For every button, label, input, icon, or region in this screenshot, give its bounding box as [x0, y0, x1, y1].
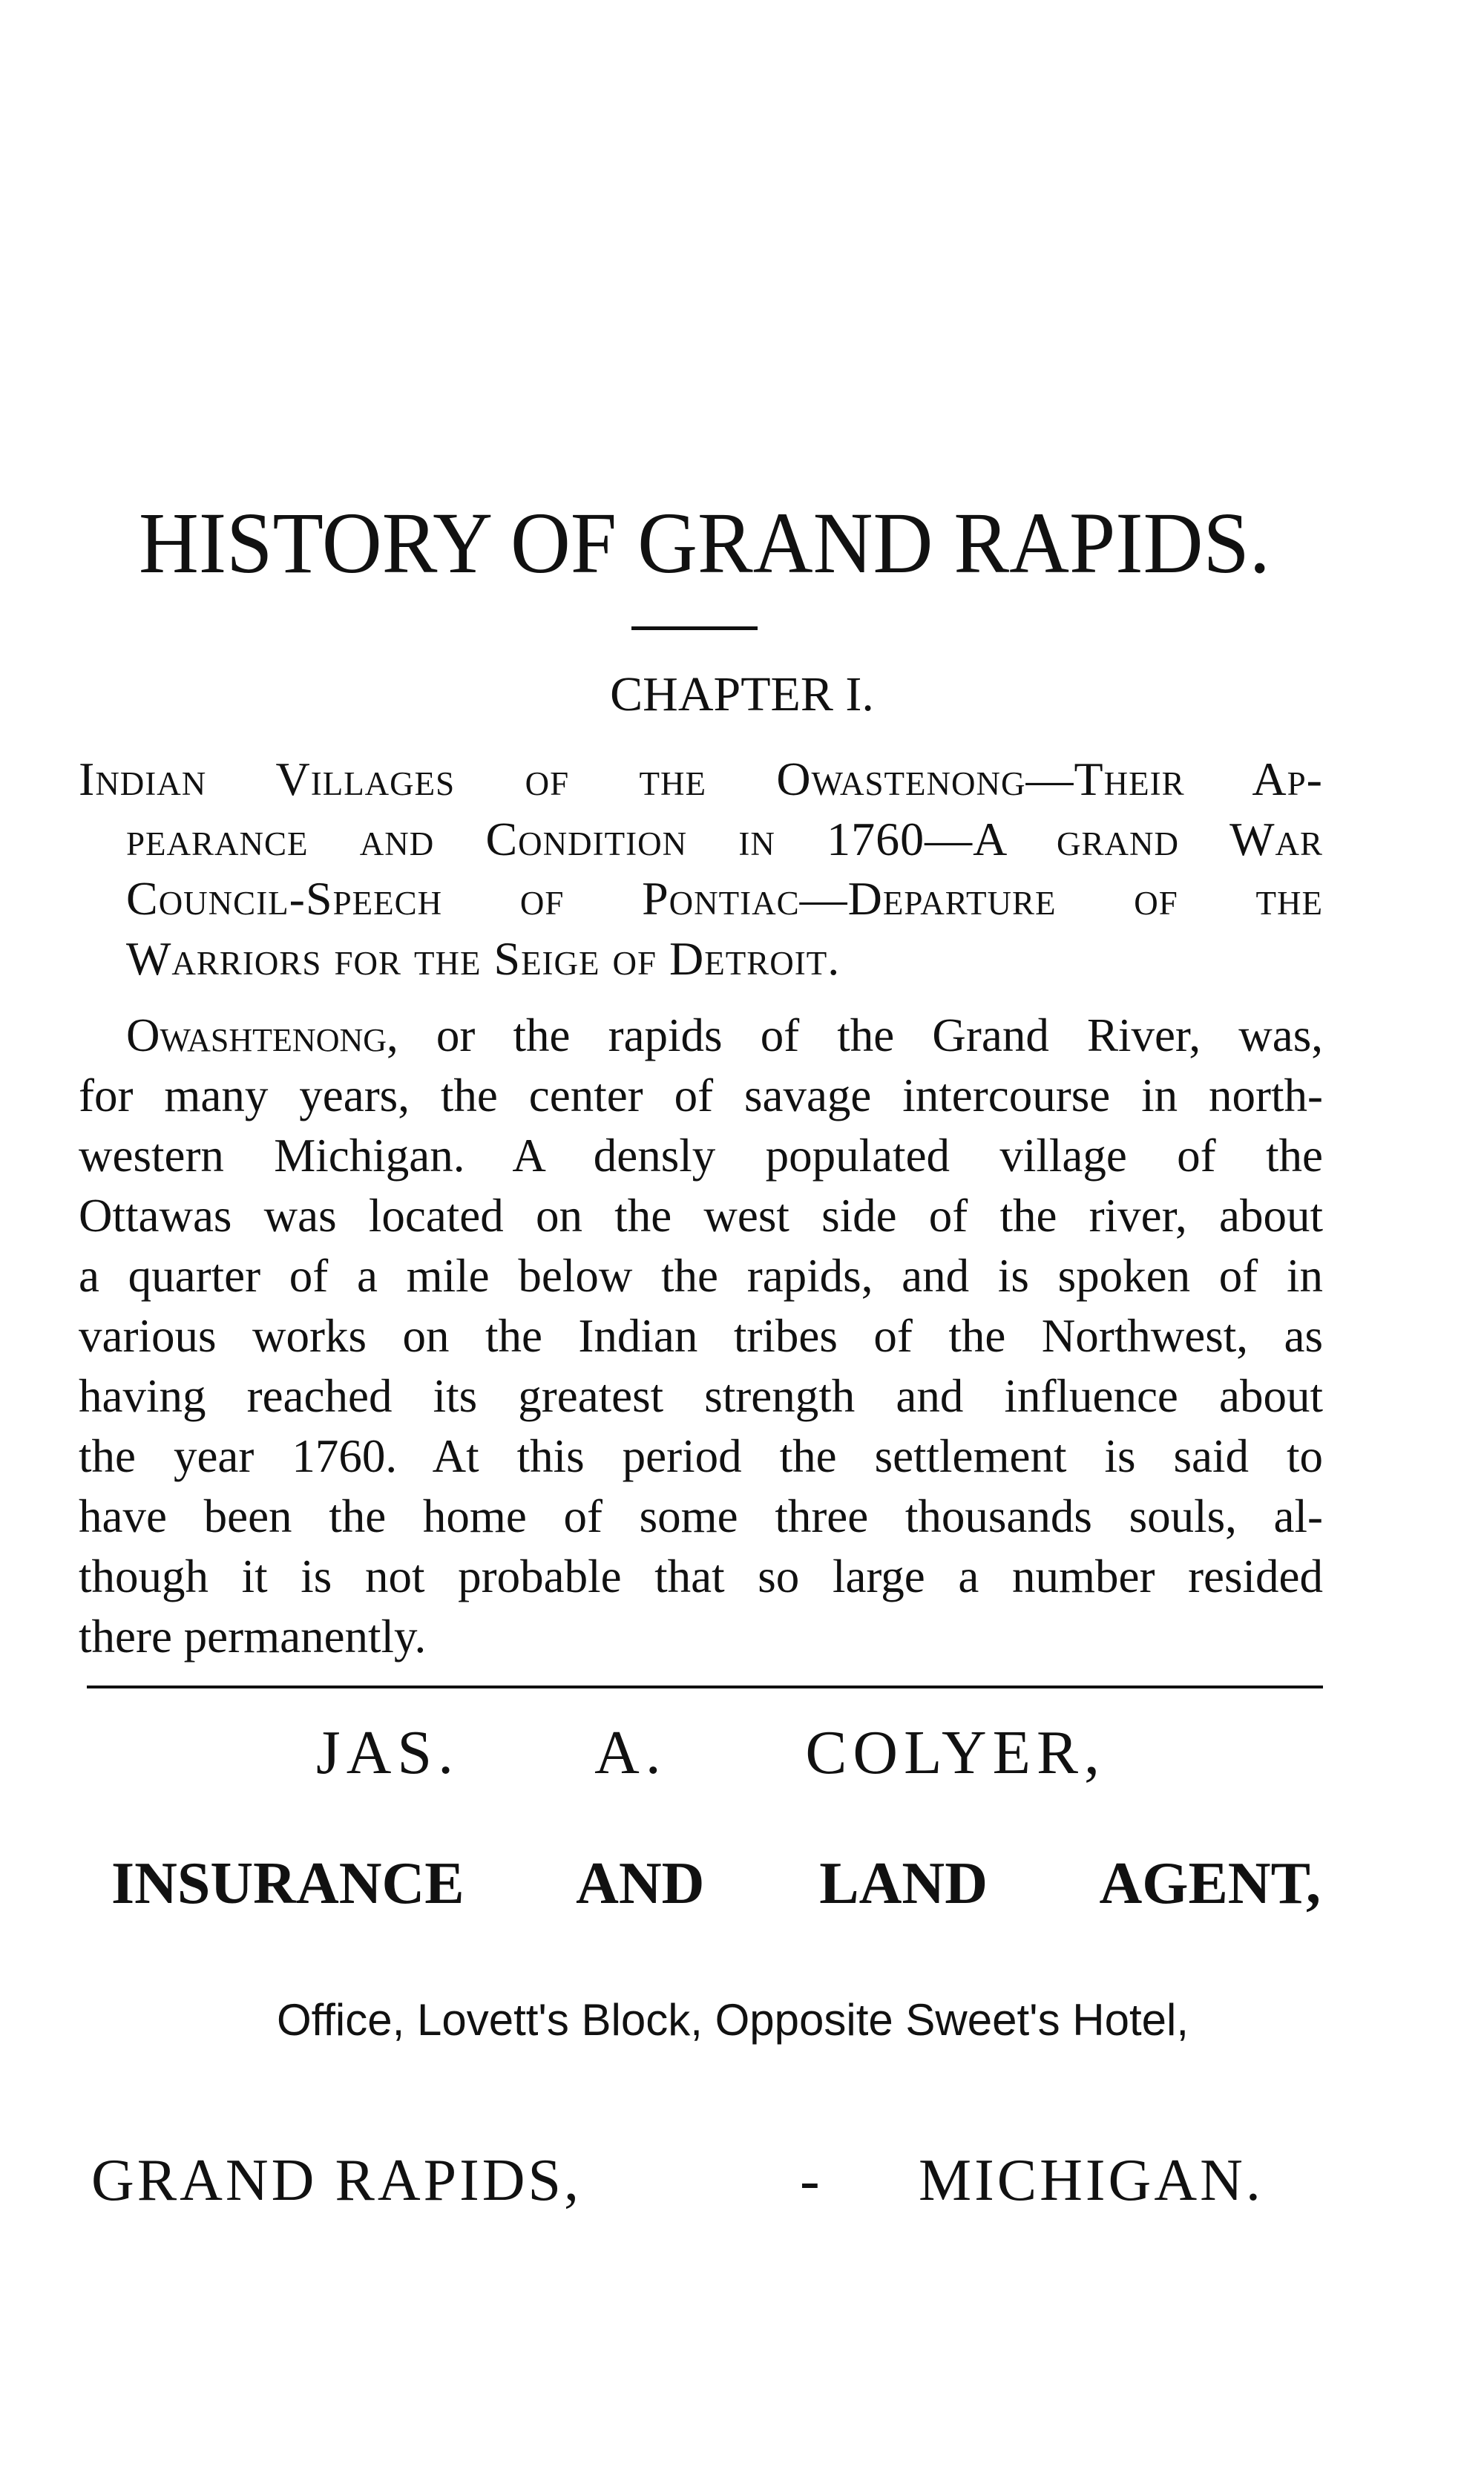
paragraph-line: there permanently.	[79, 1611, 427, 1662]
paragraph-line: Ottawas was located on the west side of the river, about	[79, 1190, 1323, 1242]
paragraph-line: though it is not probable that so large a number resided	[79, 1550, 1323, 1602]
separator: -	[800, 2148, 823, 2213]
chapter-heading: CHAPTER I.	[610, 667, 874, 721]
advertiser-name: JAS. A. COLYER,	[316, 1718, 1106, 1787]
paragraph-line: western Michigan. A densly populated village of the	[79, 1130, 1323, 1182]
section-divider	[87, 1686, 1323, 1688]
paragraph-line: a quarter of a mile below the rapids, and is spoken of in	[79, 1250, 1323, 1302]
paragraph-line: for many years, the center of savage intercourse in north-	[79, 1069, 1323, 1121]
lead-word: Owashtenong	[126, 1009, 387, 1061]
chapter-summary-line: Council-Speech of Pontiac—Departure of the	[126, 872, 1323, 925]
chapter-summary-line: Indian Villages of the Owastenong—Their Ap-	[79, 753, 1323, 805]
paragraph-line: the year 1760. At this period the settlement is said to	[79, 1430, 1323, 1482]
paragraph-line	[126, 1009, 1323, 1061]
advertiser-office: Office, Lovett's Block, Opposite Sweet's Hotel,	[277, 1995, 1189, 2045]
paragraph-line: having reached its greatest strength and influence about	[79, 1370, 1323, 1422]
chapter-summary-line: Warriors for the Seige of Detroit.	[126, 932, 841, 985]
advertiser-occupation: INSURANCE AND LAND AGENT,	[111, 1851, 1321, 1916]
chapter-summary-line: pearance and Condition in 1760—A grand War	[126, 813, 1323, 865]
state: MICHIGAN.	[919, 2148, 1264, 2213]
paragraph-line: various works on the Indian tribes of the Northwest, as	[79, 1310, 1323, 1362]
paragraph-text: , or the rapids of the Grand River, was,	[387, 1009, 1323, 1061]
title-divider	[631, 626, 758, 630]
paragraph-line: have been the home of some three thousands souls, al-	[79, 1490, 1323, 1542]
page-title: HISTORY OF GRAND RAPIDS.	[139, 494, 1270, 592]
city: GRAND RAPIDS,	[91, 2148, 582, 2213]
